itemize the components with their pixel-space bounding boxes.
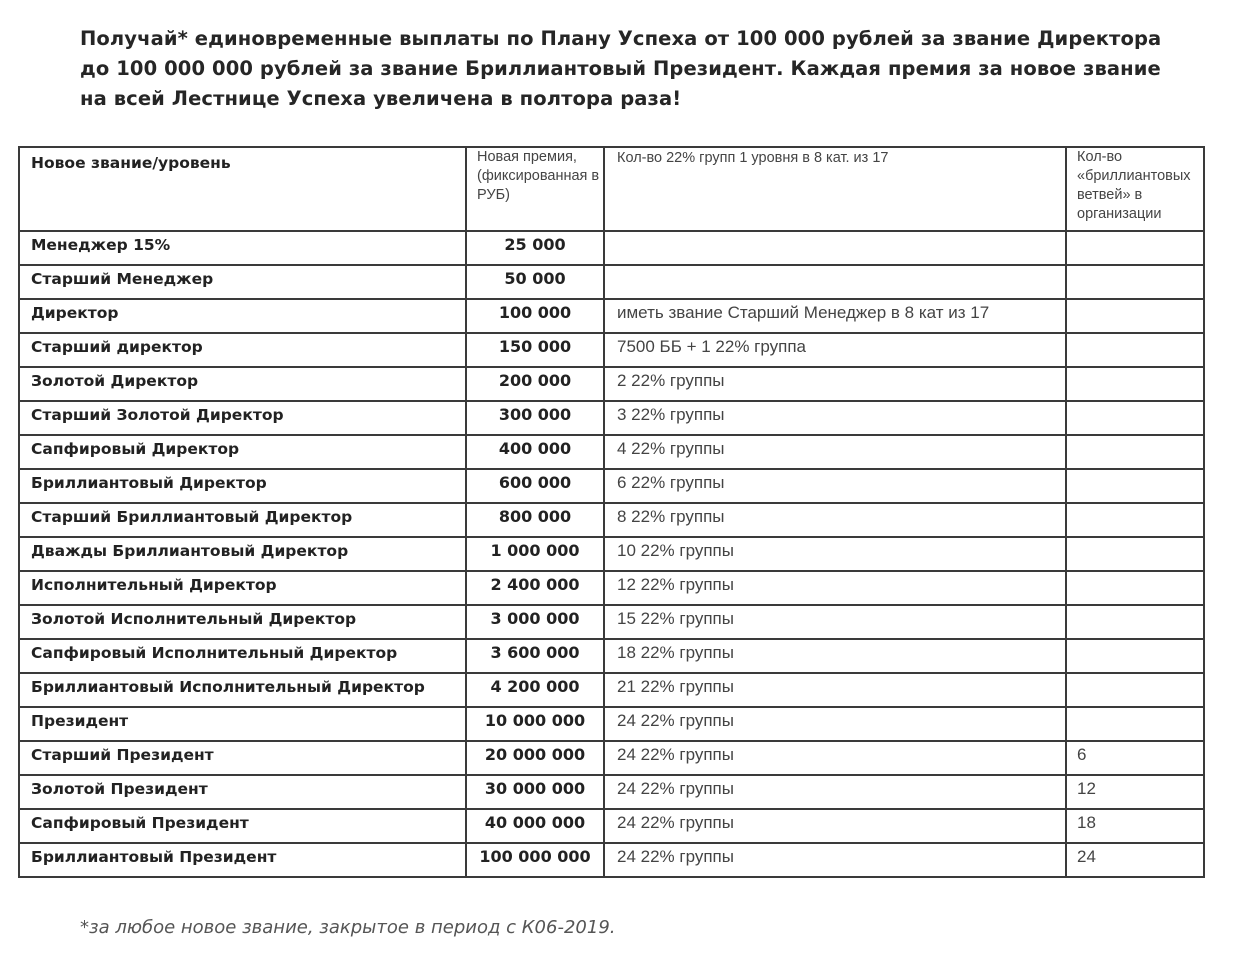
- branches-cell: [1066, 401, 1204, 435]
- rank-cell: Старший Президент: [19, 741, 466, 775]
- prize-cell: 100 000: [466, 299, 604, 333]
- table-row: [19, 741, 1204, 775]
- branches-cell: [1066, 265, 1204, 299]
- rank-cell: Менеджер 15%: [19, 231, 466, 265]
- prize-cell: 400 000: [466, 435, 604, 469]
- table-row: [19, 809, 1204, 843]
- requirement-cell: 7500 ББ + 1 22% группа: [604, 333, 1066, 367]
- branches-cell: [1066, 673, 1204, 707]
- branches-cell: [1066, 605, 1204, 639]
- requirement-cell: 10 22% группы: [604, 537, 1066, 571]
- table-row: [19, 707, 1204, 741]
- rank-cell: Старший Золотой Директор: [19, 401, 466, 435]
- requirement-cell: иметь звание Старший Менеджер в 8 кат из 17: [604, 299, 1066, 333]
- header-prize: Новая премия, (фиксированная в РУБ): [466, 147, 604, 231]
- requirement-cell: [604, 231, 1066, 265]
- prize-cell: 20 000 000: [466, 741, 604, 775]
- table-row: [19, 231, 1204, 265]
- rank-cell: Сапфировый Президент: [19, 809, 466, 843]
- prize-cell: 3 000 000: [466, 605, 604, 639]
- requirement-cell: 4 22% группы: [604, 435, 1066, 469]
- header-requirement: Кол-во 22% групп 1 уровня в 8 кат. из 17: [604, 147, 1066, 231]
- rank-cell: Сапфировый Директор: [19, 435, 466, 469]
- branches-cell: [1066, 435, 1204, 469]
- rank-cell: Бриллиантовый Исполнительный Директор: [19, 673, 466, 707]
- table-row: [19, 503, 1204, 537]
- prize-cell: 4 200 000: [466, 673, 604, 707]
- rank-cell: Дважды Бриллиантовый Директор: [19, 537, 466, 571]
- footnote: *за любое новое звание, закрытое в период с К06-2019.: [80, 917, 616, 938]
- prize-cell: 800 000: [466, 503, 604, 537]
- requirement-cell: 21 22% группы: [604, 673, 1066, 707]
- branches-cell: 18: [1066, 809, 1204, 843]
- rank-cell: Бриллиантовый Президент: [19, 843, 466, 877]
- prize-cell: 200 000: [466, 367, 604, 401]
- prize-cell: 150 000: [466, 333, 604, 367]
- table-row: [19, 537, 1204, 571]
- branches-cell: 24: [1066, 843, 1204, 877]
- prize-cell: 2 400 000: [466, 571, 604, 605]
- requirement-cell: 15 22% группы: [604, 605, 1066, 639]
- rank-cell: Старший Менеджер: [19, 265, 466, 299]
- requirement-cell: 3 22% группы: [604, 401, 1066, 435]
- prize-cell: 25 000: [466, 231, 604, 265]
- header-rank: Новое звание/уровень: [19, 147, 466, 231]
- requirement-cell: 6 22% группы: [604, 469, 1066, 503]
- rank-cell: Сапфировый Исполнительный Директор: [19, 639, 466, 673]
- requirement-cell: 24 22% группы: [604, 741, 1066, 775]
- table-row: [19, 299, 1204, 333]
- branches-cell: [1066, 571, 1204, 605]
- requirement-cell: 18 22% группы: [604, 639, 1066, 673]
- table-row: [19, 673, 1204, 707]
- table-row: [19, 435, 1204, 469]
- table-row: [19, 469, 1204, 503]
- prize-cell: 600 000: [466, 469, 604, 503]
- branches-cell: [1066, 707, 1204, 741]
- requirement-cell: 24 22% группы: [604, 843, 1066, 877]
- branches-cell: [1066, 231, 1204, 265]
- intro-paragraph: Получай* единовременные выплаты по Плану Успеха от 100 000 рублей за звание Директора до 100 000 000 рублей за звание Бриллиантовый Президент. Каждая премия за новое звание на всей Лестнице Успеха увеличена в полтора раза!: [80, 27, 1162, 110]
- rank-cell: Бриллиантовый Директор: [19, 469, 466, 503]
- branches-cell: [1066, 333, 1204, 367]
- table-row: [19, 605, 1204, 639]
- prize-cell: 300 000: [466, 401, 604, 435]
- table-row: [19, 571, 1204, 605]
- branches-cell: [1066, 299, 1204, 333]
- table-row: [19, 775, 1204, 809]
- prize-cell: 100 000 000: [466, 843, 604, 877]
- branches-cell: [1066, 537, 1204, 571]
- rank-cell: Золотой Директор: [19, 367, 466, 401]
- header-branches: Кол-во «бриллиантовых ветвей» в организации: [1066, 147, 1204, 231]
- rank-cell: Директор: [19, 299, 466, 333]
- branches-cell: [1066, 469, 1204, 503]
- rank-cell: Президент: [19, 707, 466, 741]
- rank-bonus-table: [18, 146, 1205, 878]
- prize-cell: 10 000 000: [466, 707, 604, 741]
- rank-cell: Золотой Президент: [19, 775, 466, 809]
- prize-cell: 50 000: [466, 265, 604, 299]
- rank-cell: Исполнительный Директор: [19, 571, 466, 605]
- prize-cell: 40 000 000: [466, 809, 604, 843]
- rank-cell: Старший Бриллиантовый Директор: [19, 503, 466, 537]
- requirement-cell: 8 22% группы: [604, 503, 1066, 537]
- requirement-cell: 24 22% группы: [604, 707, 1066, 741]
- branches-cell: [1066, 639, 1204, 673]
- table-row: [19, 843, 1204, 877]
- branches-cell: [1066, 367, 1204, 401]
- requirement-cell: 12 22% группы: [604, 571, 1066, 605]
- table-row: [19, 333, 1204, 367]
- prize-cell: 1 000 000: [466, 537, 604, 571]
- table-row: [19, 639, 1204, 673]
- rank-cell: Золотой Исполнительный Директор: [19, 605, 466, 639]
- prize-cell: 3 600 000: [466, 639, 604, 673]
- prize-cell: 30 000 000: [466, 775, 604, 809]
- requirement-cell: 2 22% группы: [604, 367, 1066, 401]
- table-row: [19, 265, 1204, 299]
- branches-cell: 6: [1066, 741, 1204, 775]
- table-row: [19, 401, 1204, 435]
- rank-cell: Старший директор: [19, 333, 466, 367]
- branches-cell: 12: [1066, 775, 1204, 809]
- branches-cell: [1066, 503, 1204, 537]
- table-header-row: [19, 147, 1204, 231]
- requirement-cell: 24 22% группы: [604, 809, 1066, 843]
- requirement-cell: [604, 265, 1066, 299]
- requirement-cell: 24 22% группы: [604, 775, 1066, 809]
- table-row: [19, 367, 1204, 401]
